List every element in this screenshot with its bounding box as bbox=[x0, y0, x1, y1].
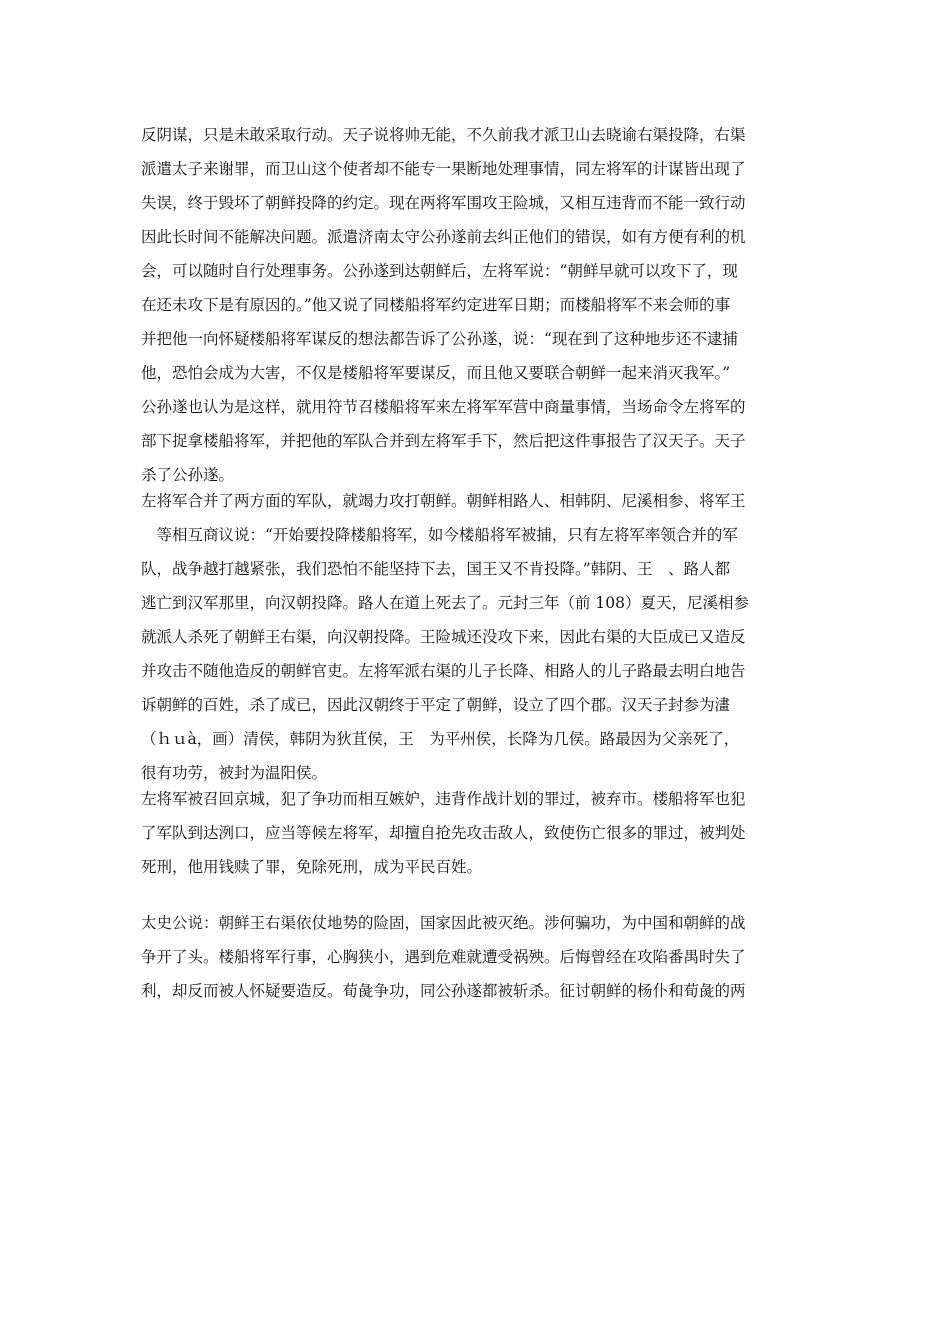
document-body bbox=[141, 118, 813, 1008]
text-line: 派遣太子来谢罪，而卫山这个使者却不能专一果断地处理事情，同左将军的计谋皆出现了 bbox=[141, 160, 746, 178]
text-line: 太史公说：朝鲜王右渠依仗地势的险固，国家因此被灭绝。涉何骗功，为中国和朝鲜的战 bbox=[141, 914, 746, 932]
text-line: 死刑，他用钱赎了罪，免除死刑，成为平民百姓。 bbox=[141, 858, 483, 876]
text-line: 了军队到达洌口，应当等候左将军，却擅自抢先攻击敌人，致使伤亡很多的罪过，被判处 bbox=[141, 824, 746, 842]
text-line: 在还未攻下是有原因的。”他又说了同楼船将军约定进军日期；而楼船将军不来会师的事 bbox=[141, 296, 731, 314]
text-line: 左将军合并了两方面的军队，就竭力攻打朝鲜。朝鲜相路人、相韩阴、尼溪相参、将军王 bbox=[141, 492, 746, 510]
paragraph-3 bbox=[141, 782, 813, 884]
text-line: 诉朝鲜的百姓，杀了成已，因此汉朝终于平定了朝鲜，设立了四个郡。汉天子封参为澅 bbox=[141, 696, 731, 714]
paragraph-1 bbox=[141, 118, 813, 484]
text-line: 并把他一向怀疑楼船将军谋反的想法都告诉了公孙遂，说：“现在到了这种地步还不逮捕 bbox=[141, 330, 738, 348]
text-line: 很有功劳，被封为温阳侯。 bbox=[141, 764, 328, 782]
paragraph-spacer bbox=[141, 884, 813, 906]
text-line: 争开了头。楼船将军行事，心胸狭小，遇到危难就遭受祸殃。后悔曾经在攻陷番禺时失了 bbox=[141, 948, 746, 966]
text-line: 等相互商议说：“开始要投降楼船将军，如今楼船将军被捕，只有左将军率领合并的军 bbox=[141, 526, 738, 544]
text-line: 左将军被召回京城，犯了争功而相互嫉妒，违背作战计划的罪过，被弃市。楼船将军也犯 bbox=[141, 790, 746, 808]
text-line: 杀了公孙遂。 bbox=[141, 466, 235, 484]
text-line: 反阴谋，只是未敢采取行动。天子说将帅无能，不久前我才派卫山去晓谕右渠投降，右渠 bbox=[141, 126, 746, 144]
text-line: 逃亡到汉军那里，向汉朝投降。路人在道上死去了。元封三年（前 108）夏天，尼溪相参 bbox=[141, 594, 750, 612]
text-line: 队，战争越打越紧张，我们恐怕不能坚持下去，国王又不肯投降。”韩阴、王 、路人都 bbox=[141, 560, 731, 578]
text-line: 因此长时间不能解决问题。派遣济南太守公孙遂前去纠正他们的错误，如有方便有利的机 bbox=[141, 228, 746, 246]
text-line: 会，可以随时自行处理事务。公孙遂到达朝鲜后，左将军说：“朝鲜早就可以攻下了，现 bbox=[141, 262, 738, 280]
text-line: 失误，终于毁坏了朝鲜投降的约定。现在两将军围攻王险城，又相互违背而不能一致行动 bbox=[141, 194, 746, 212]
text-line: 并攻击不随他造反的朝鲜官吏。左将军派右渠的儿子长降、相路人的儿子路最去明白地告 bbox=[141, 662, 746, 680]
text-line: 他，恐怕会成为大害，不仅是楼船将军要谋反，而且他又要联合朝鲜一起来消灭我军。” bbox=[141, 364, 731, 382]
text-line: 利，却反而被人怀疑要造反。荀彘争功，同公孙遂都被斩杀。征讨朝鲜的杨仆和荀彘的两 bbox=[141, 982, 746, 1000]
paragraph-2 bbox=[141, 484, 813, 782]
text-line: 公孙遂也认为是这样，就用符节召楼船将军来左将军军营中商量事情，当场命令左将军的 bbox=[141, 398, 746, 416]
paragraph-4 bbox=[141, 906, 813, 1008]
text-line: 部下捉拿楼船将军，并把他的军队合并到左将军手下，然后把这件事报告了汉天子。天子 bbox=[141, 432, 746, 450]
text-line: （ｈｕà，画）清侯，韩阴为狄苴侯，王 为平州侯，长降为几侯。路最因为父亲死了， bbox=[141, 730, 740, 748]
text-line: 就派人杀死了朝鲜王右渠，向汉朝投降。王险城还没攻下来，因此右渠的大臣成已又造反 bbox=[141, 628, 746, 646]
